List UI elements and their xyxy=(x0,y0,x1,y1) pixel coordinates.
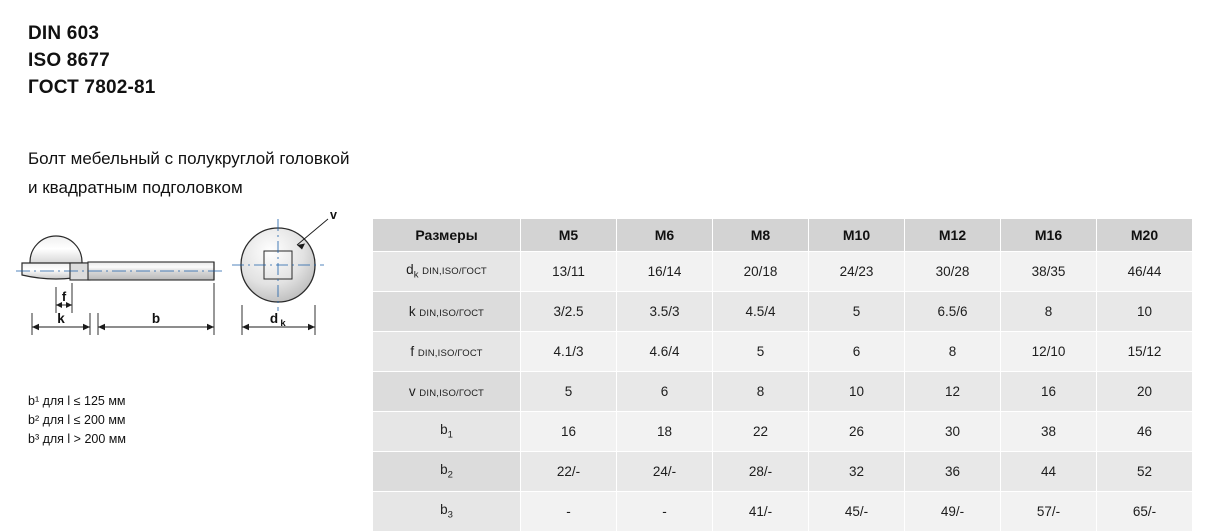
cell-v-m12: 12 xyxy=(905,372,1001,412)
row-label-v-note: DIN,ISO/ГОСТ xyxy=(419,388,485,399)
cell-v-m16: 16 xyxy=(1001,372,1097,412)
table-row xyxy=(373,452,1193,492)
standard-iso: ISO 8677 xyxy=(28,50,110,71)
standard-gost: ГОСТ 7802-81 xyxy=(28,77,156,98)
cell-k-m12: 6.5/6 xyxy=(905,292,1001,332)
column-header-m12: M12 xyxy=(905,219,1001,252)
cell-k-m6: 3.5/3 xyxy=(617,292,713,332)
cell-f-m5: 4.1/3 xyxy=(521,332,617,372)
cell-dk-m12: 30/28 xyxy=(905,252,1001,292)
column-header-m5: M5 xyxy=(521,219,617,252)
label-b: b xyxy=(151,311,161,326)
row-label-f xyxy=(373,332,521,372)
cell-b1-m6: 18 xyxy=(617,412,713,452)
row-label-b1-main: b xyxy=(440,422,448,438)
cell-b1-m16: 38 xyxy=(1001,412,1097,452)
cell-b1-m10: 26 xyxy=(809,412,905,452)
label-dk-subscript: k xyxy=(280,318,286,329)
technical-drawing xyxy=(10,205,355,380)
note-b1: b¹ для l ≤ 125 мм xyxy=(28,394,126,408)
cell-f-m10: 6 xyxy=(809,332,905,372)
product-description xyxy=(28,144,349,202)
cell-b2-m12: 36 xyxy=(905,452,1001,492)
cell-b2-m10: 32 xyxy=(809,452,905,492)
cell-b1-m20: 46 xyxy=(1097,412,1193,452)
standard-din: DIN 603 xyxy=(28,23,100,44)
row-label-b2-main: b xyxy=(440,462,448,478)
cell-b2-m16: 44 xyxy=(1001,452,1097,492)
note-b2: b² для l ≤ 200 мм xyxy=(28,413,126,427)
row-label-dk-sub: k xyxy=(413,269,419,281)
column-header-sizes: Размеры xyxy=(373,219,521,252)
cell-f-m8: 5 xyxy=(713,332,809,372)
column-header-m6: M6 xyxy=(617,219,713,252)
dimensions-table xyxy=(372,218,1193,532)
cell-k-m20: 10 xyxy=(1097,292,1193,332)
cell-dk-m20: 46/44 xyxy=(1097,252,1193,292)
cell-b3-m20: 65/- xyxy=(1097,492,1193,532)
row-label-f-note: DIN,ISO/ГОСТ xyxy=(417,348,483,359)
cell-b3-m6: - xyxy=(617,492,713,532)
table-row xyxy=(373,332,1193,372)
cell-dk-m5: 13/11 xyxy=(521,252,617,292)
cell-v-m6: 6 xyxy=(617,372,713,412)
row-label-b1 xyxy=(373,412,521,452)
label-f: f xyxy=(61,289,67,304)
cell-k-m5: 3/2.5 xyxy=(521,292,617,332)
bolt-drawing-svg xyxy=(10,205,355,380)
row-label-b2-sub: 2 xyxy=(447,469,453,481)
row-label-k-note: DIN,ISO/ГОСТ xyxy=(419,308,485,319)
label-dk: d xyxy=(269,311,279,326)
cell-k-m16: 8 xyxy=(1001,292,1097,332)
row-label-b1-sub: 1 xyxy=(447,429,453,441)
cell-f-m12: 8 xyxy=(905,332,1001,372)
cell-b3-m5: - xyxy=(521,492,617,532)
column-header-m16: M16 xyxy=(1001,219,1097,252)
row-label-dk xyxy=(373,252,521,292)
cell-b3-m8: 41/- xyxy=(713,492,809,532)
note-b3: b³ для l > 200 мм xyxy=(28,432,126,446)
row-label-v xyxy=(373,372,521,412)
cell-b2-m5: 22/- xyxy=(521,452,617,492)
cell-b3-m10: 45/- xyxy=(809,492,905,532)
cell-v-m10: 10 xyxy=(809,372,905,412)
cell-v-m5: 5 xyxy=(521,372,617,412)
label-k: k xyxy=(57,311,65,326)
standards-list xyxy=(28,20,156,101)
cell-dk-m8: 20/18 xyxy=(713,252,809,292)
cell-b2-m6: 24/- xyxy=(617,452,713,492)
cell-v-m20: 20 xyxy=(1097,372,1193,412)
cell-k-m10: 5 xyxy=(809,292,905,332)
row-label-b3-sub: 3 xyxy=(447,509,453,521)
table-row xyxy=(373,252,1193,292)
cell-dk-m10: 24/23 xyxy=(809,252,905,292)
table-row xyxy=(373,292,1193,332)
cell-k-m8: 4.5/4 xyxy=(713,292,809,332)
cell-b2-m8: 28/- xyxy=(713,452,809,492)
cell-dk-m6: 16/14 xyxy=(617,252,713,292)
column-header-m10: M10 xyxy=(809,219,905,252)
row-label-b3-main: b xyxy=(440,502,448,518)
row-label-v-main: v xyxy=(408,384,416,399)
row-label-dk-main: d xyxy=(406,262,414,278)
cell-f-m6: 4.6/4 xyxy=(617,332,713,372)
label-v: v xyxy=(330,208,337,222)
dimensions-table-wrapper xyxy=(372,218,1192,532)
row-label-f-main: f xyxy=(410,344,415,359)
table-row xyxy=(373,492,1193,532)
product-description-line-1: Болт мебельный с полукруглой головкой xyxy=(28,149,350,168)
length-notes xyxy=(28,392,126,449)
cell-b1-m8: 22 xyxy=(713,412,809,452)
column-header-m8: M8 xyxy=(713,219,809,252)
cell-f-m16: 12/10 xyxy=(1001,332,1097,372)
row-label-k xyxy=(373,292,521,332)
row-label-k-main: k xyxy=(408,304,416,319)
table-header-row xyxy=(373,219,1193,252)
cell-dk-m16: 38/35 xyxy=(1001,252,1097,292)
column-header-m20: M20 xyxy=(1097,219,1193,252)
row-label-b3 xyxy=(373,492,521,532)
cell-f-m20: 15/12 xyxy=(1097,332,1193,372)
cell-b2-m20: 52 xyxy=(1097,452,1193,492)
cell-b3-m12: 49/- xyxy=(905,492,1001,532)
table-row xyxy=(373,372,1193,412)
product-description-line-2: и квадратным подголовком xyxy=(28,178,243,197)
cell-v-m8: 8 xyxy=(713,372,809,412)
row-label-b2 xyxy=(373,452,521,492)
cell-b3-m16: 57/- xyxy=(1001,492,1097,532)
cell-b1-m5: 16 xyxy=(521,412,617,452)
row-label-dk-note: DIN,ISO/ГОСТ xyxy=(422,266,487,278)
cell-b1-m12: 30 xyxy=(905,412,1001,452)
table-row xyxy=(373,412,1193,452)
